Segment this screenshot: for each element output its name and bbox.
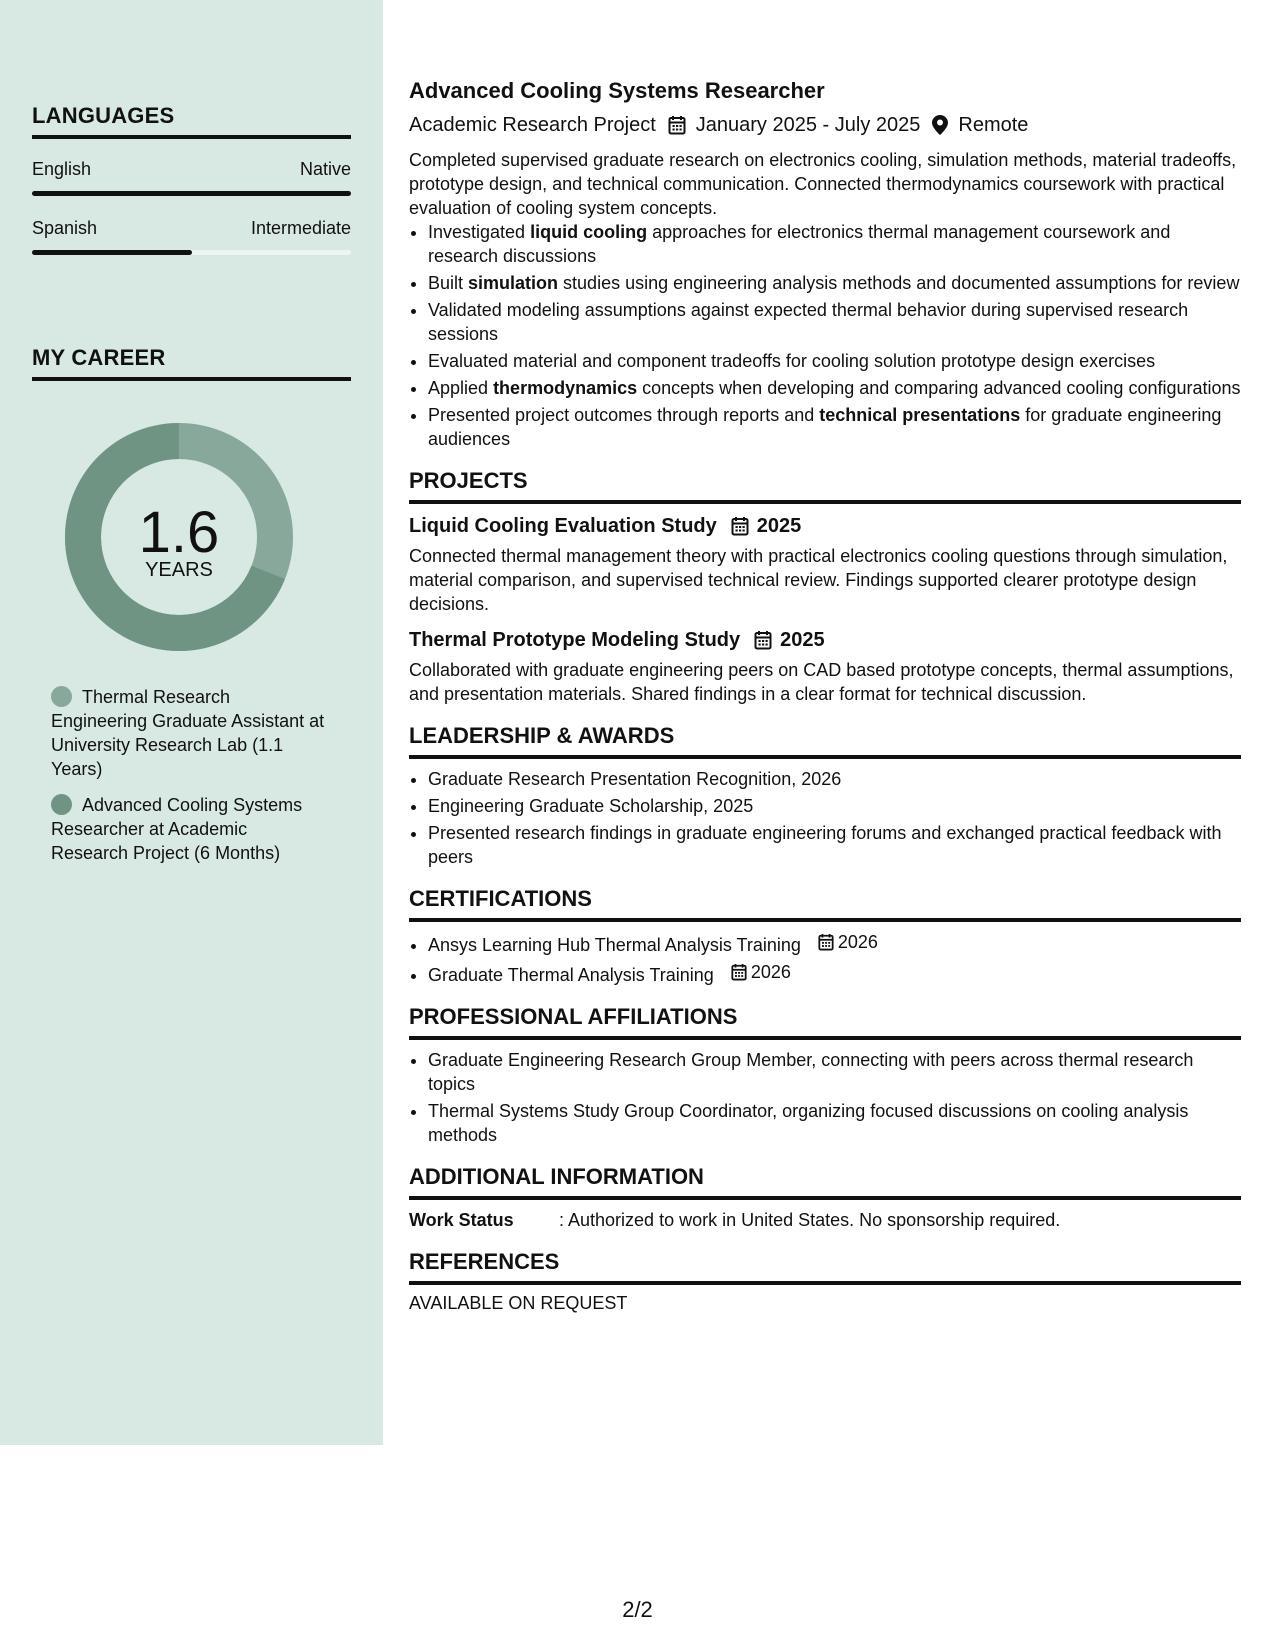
career-total-value: 1.6 (138, 500, 220, 565)
certification-name: Graduate Thermal Analysis Training (428, 965, 714, 985)
project-description: Collaborated with graduate engineering peers on CAD based prototype concepts, thermal assumptions, and presentation materials. Shared findings in a clear format for technical discussion. (409, 660, 1234, 704)
career-item (51, 793, 326, 865)
bullet-text: for graduate engineering audiences (428, 405, 1222, 449)
additional-row (409, 1208, 1241, 1232)
experience-bullet (428, 271, 1241, 295)
calendar-icon (754, 630, 772, 650)
bullet-text: Built (428, 273, 469, 293)
career-item-text: Advanced Cooling Systems Researcher at Academic Research Project (6 Months) (51, 795, 303, 863)
career-list (51, 685, 326, 877)
additional-key: Work Status (409, 1210, 514, 1230)
affiliations-heading: PROFESSIONAL AFFILIATIONS (409, 1003, 1241, 1040)
career-section (32, 345, 351, 381)
calendar-icon (731, 516, 749, 536)
leadership-item: • Graduate Research Presentation Recognition, 2026 (428, 767, 1241, 791)
certification-item (428, 960, 1241, 987)
project-item (409, 512, 1241, 616)
project-year: 2025 (780, 628, 825, 651)
certification-item (428, 930, 1241, 957)
experience-bullet (428, 349, 1241, 373)
project-item (409, 626, 1241, 706)
calendar-icon (818, 933, 834, 951)
certification-year: 2026 (837, 932, 878, 952)
language-proficiency-fill (32, 191, 351, 196)
main-content (409, 76, 1241, 1314)
career-item (51, 685, 326, 781)
experience-organization: Academic Research Project (409, 113, 656, 136)
location-pin-icon (932, 115, 948, 135)
language-proficiency-bar (32, 191, 351, 196)
career-donut-chart (63, 421, 295, 653)
affiliation-item: • Graduate Engineering Research Group Member, connecting with peers across thermal research topics (428, 1048, 1241, 1096)
page-number: 2/2 (622, 1597, 653, 1622)
certifications-heading: CERTIFICATIONS (409, 885, 1241, 922)
bullet-bold-text: thermodynamics (493, 378, 638, 398)
experience-summary: Completed supervised graduate research on electronics cooling, simulation methods, material tradeoffs, prototype design, and technical communication. Connected thermodynamics coursework with practical evaluation of cooling system concepts. (409, 150, 1237, 218)
bullet-text: Investigated (428, 222, 531, 242)
experience-bullet (428, 220, 1241, 268)
bullet-text: studies using engineering analysis methods and documented assumptions for review (558, 273, 1240, 293)
experience-meta (409, 110, 1241, 140)
leadership-heading: LEADERSHIP & AWARDS (409, 722, 1241, 759)
languages-section (32, 103, 351, 255)
leadership-list (409, 767, 1241, 869)
additional-section (409, 1163, 1241, 1232)
project-title: Liquid Cooling Evaluation Study (409, 514, 717, 537)
experience-bullet (428, 376, 1241, 400)
experience-bullets (409, 220, 1241, 451)
bullet-bold-text: technical presentations (819, 405, 1021, 425)
references-heading: REFERENCES (409, 1248, 1241, 1285)
references-section (409, 1248, 1241, 1314)
certification-name: Ansys Learning Hub Thermal Analysis Training (428, 935, 801, 955)
language-proficiency-bar (32, 250, 351, 255)
calendar-icon (731, 963, 747, 981)
additional-heading: ADDITIONAL INFORMATION (409, 1163, 1241, 1200)
bullet-text: approaches for electronics thermal management coursework and research discussions (428, 222, 1171, 266)
language-name: English (32, 159, 92, 179)
bullet-text: Evaluated material and component tradeoffs for cooling solution prototype design exercises (428, 351, 1156, 371)
leadership-item: • Engineering Graduate Scholarship, 2025 (428, 794, 1241, 818)
project-year: 2025 (756, 514, 802, 537)
language-item (32, 218, 351, 255)
affiliations-list (409, 1048, 1241, 1147)
languages-heading: LANGUAGES (32, 103, 351, 139)
language-level: Native (299, 159, 351, 179)
language-item (32, 159, 351, 196)
calendar-icon (668, 115, 686, 135)
career-item-text: Thermal Research Engineering Graduate Assistant at University Research Lab (1.1 Years) (51, 687, 325, 779)
experience-dates: January 2025 - July 2025 (695, 113, 921, 136)
additional-value: : Authorized to work in United States. No sponsorship required. (559, 1210, 1061, 1230)
projects-heading: PROJECTS (409, 467, 1241, 504)
leadership-section (409, 722, 1241, 869)
experience-entry (409, 76, 1241, 451)
experience-location: Remote (958, 113, 1029, 136)
projects-section (409, 467, 1241, 706)
language-proficiency-fill (32, 250, 192, 255)
experience-bullet (428, 298, 1241, 346)
language-name: Spanish (32, 218, 98, 238)
references-text: AVAILABLE ON REQUEST (409, 1293, 628, 1313)
bullet-text: Applied (428, 378, 494, 398)
language-level: Intermediate (250, 218, 351, 238)
bullet-text: Validated modeling assumptions against expected thermal behavior during supervised research sessions (428, 300, 1189, 344)
project-description: Connected thermal management theory with practical electronics cooling questions through simulation, material comparison, and supervised technical review. Findings supported clearer prototype design decisions. (409, 546, 1228, 614)
sidebar (0, 0, 383, 1445)
career-total-unit: YEARS (145, 559, 213, 581)
experience-bullet (428, 403, 1241, 451)
bullet-bold-text: liquid cooling (530, 222, 648, 242)
project-title: Thermal Prototype Modeling Study (409, 628, 741, 651)
bullet-bold-text: simulation (468, 273, 559, 293)
bullet-text: concepts when developing and comparing advanced cooling configurations (637, 378, 1241, 398)
career-heading: MY CAREER (32, 345, 351, 381)
dot-icon (51, 794, 72, 815)
experience-title: Advanced Cooling Systems Researcher (409, 78, 825, 103)
certification-year: 2026 (750, 962, 791, 982)
affiliation-item: • Thermal Systems Study Group Coordinator, organizing focused discussions on cooling analysis methods (428, 1099, 1241, 1147)
leadership-item: • Presented research findings in graduate engineering forums and exchanged practical feedback with peers (428, 821, 1241, 869)
certifications-section (409, 885, 1241, 987)
bullet-text: Presented project outcomes through reports and (428, 405, 820, 425)
affiliations-section (409, 1003, 1241, 1147)
certifications-list (409, 930, 1241, 987)
dot-icon (51, 686, 72, 707)
